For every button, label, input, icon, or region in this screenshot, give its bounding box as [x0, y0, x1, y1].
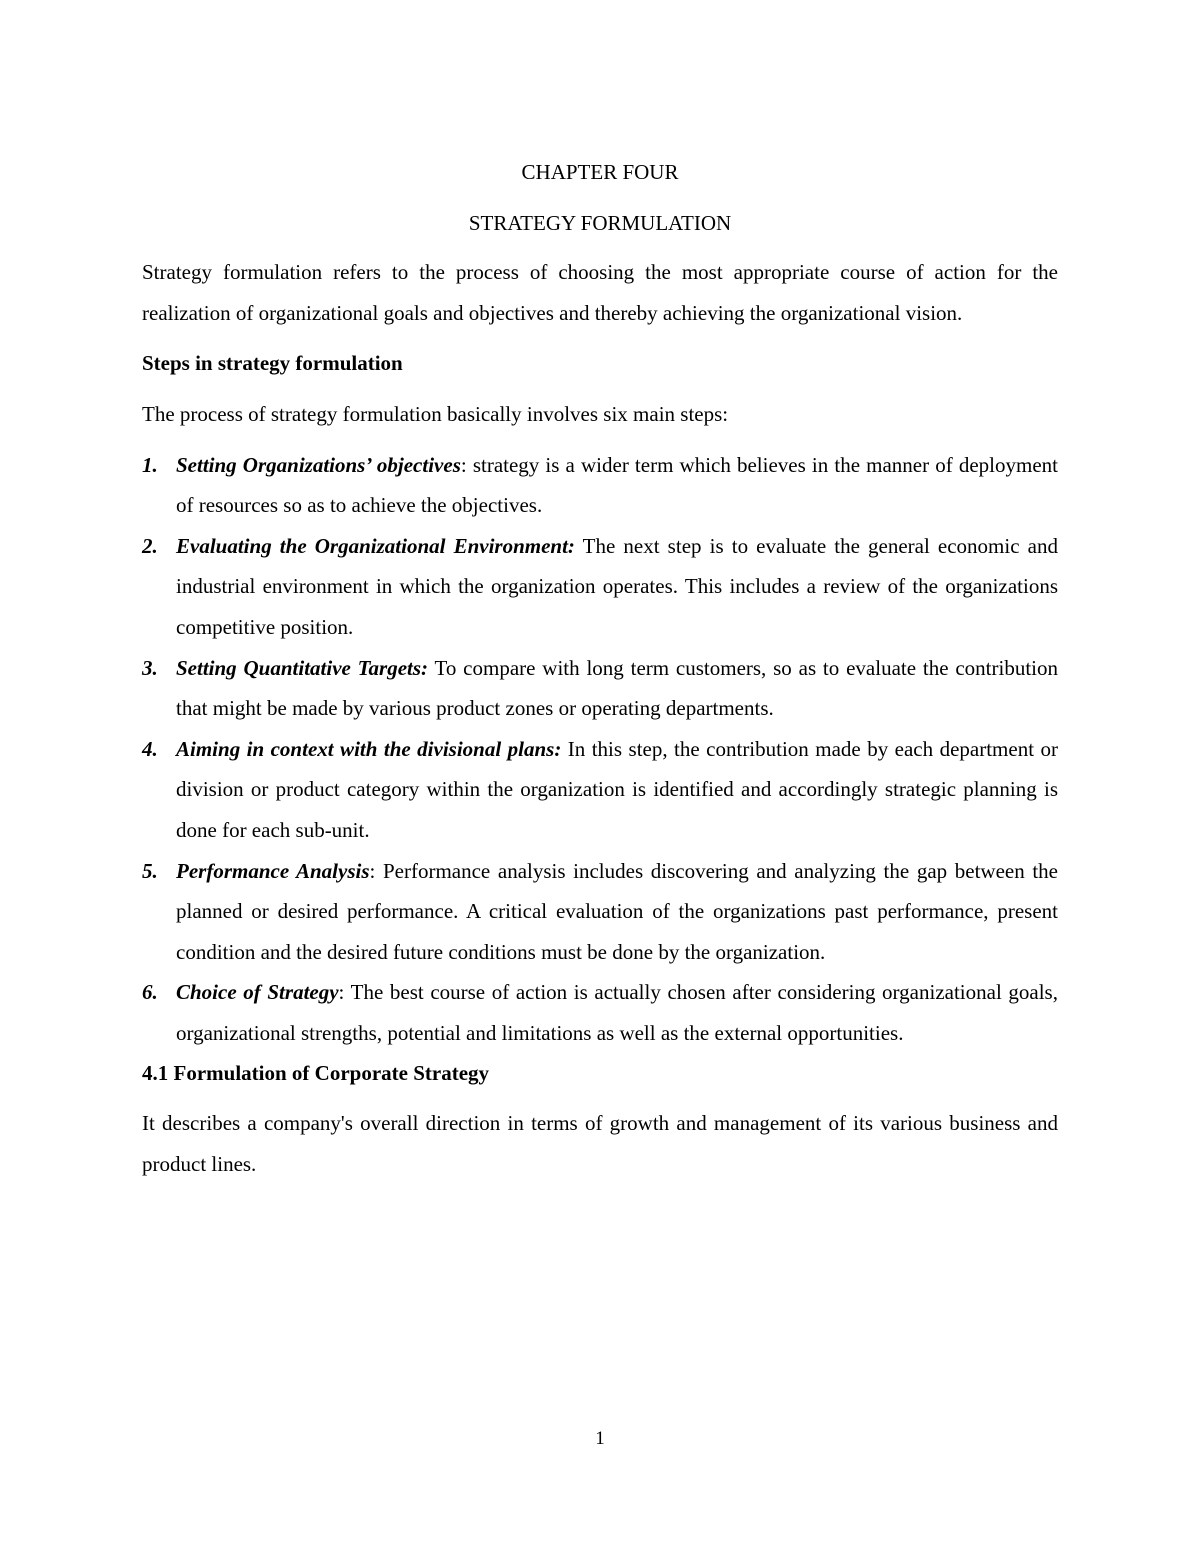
- step-text: The next step is to evaluate the general economic and industrial environment in which the organization operates. This includes a review of the organizations competitive position.: [176, 533, 1058, 639]
- step-item: [142, 648, 1058, 729]
- chapter-title: STRATEGY FORMULATION: [468, 210, 732, 235]
- step-term: Performance Analysis: [176, 858, 370, 883]
- steps-list: [142, 445, 1058, 1054]
- step-item: [142, 445, 1058, 526]
- chapter-label: CHAPTER FOUR: [521, 160, 679, 184]
- step-number: 2.: [142, 533, 158, 558]
- step-number: 5.: [142, 858, 158, 883]
- section-heading: 4.1 Formulation of Corporate Strategy: [142, 1061, 490, 1086]
- page-content: [142, 152, 1058, 1184]
- step-item: [142, 851, 1058, 973]
- step-term: Setting Quantitative Targets:: [176, 655, 429, 680]
- step-text: To compare with long term customers, so as to evaluate the contribution that might be made by various product zones or operating departments.: [176, 655, 1058, 721]
- step-text: In this step, the contribution made by each department or division or product category within the organization is identified and accordingly strategic planning is done for each sub-unit.: [176, 736, 1058, 842]
- step-number: 4.: [142, 736, 158, 761]
- step-item: [142, 526, 1058, 648]
- step-number: 1.: [142, 452, 158, 477]
- step-term: Choice of Strategy: [176, 980, 339, 1005]
- step-number: 6.: [142, 980, 158, 1005]
- step-text: : strategy is a wider term which believes in the manner of deployment of resources so as to achieve the objectives.: [176, 452, 1058, 518]
- steps-heading: Steps in strategy formulation: [142, 351, 403, 376]
- page-number: 1: [595, 1428, 605, 1449]
- step-term: Aiming in context with the divisional plans:: [176, 736, 562, 761]
- step-item: [142, 972, 1058, 1053]
- step-number: 3.: [142, 655, 158, 680]
- step-item: [142, 729, 1058, 851]
- step-term: Evaluating the Organizational Environment:: [176, 533, 575, 558]
- steps-intro: The process of strategy formulation basically involves six main steps:: [142, 401, 729, 426]
- step-text: : Performance analysis includes discovering and analyzing the gap between the planned or desired performance. A critical evaluation of the organizations past performance, present condition and the desired future conditions must be done by the organization.: [176, 858, 1058, 964]
- intro-paragraph: Strategy formulation refers to the process of choosing the most appropriate course of action for the realization of organizational goals and objectives and thereby achieving the organizational vision.: [142, 260, 1058, 325]
- step-term: Setting Organizations’ objectives: [176, 452, 461, 477]
- section-paragraph: It describes a company's overall direction in terms of growth and management of its various business and product lines.: [142, 1111, 1058, 1176]
- step-text: : The best course of action is actually chosen after considering organizational goals, organizational strengths, potential and limitations as well as the external opportunities.: [176, 980, 1058, 1045]
